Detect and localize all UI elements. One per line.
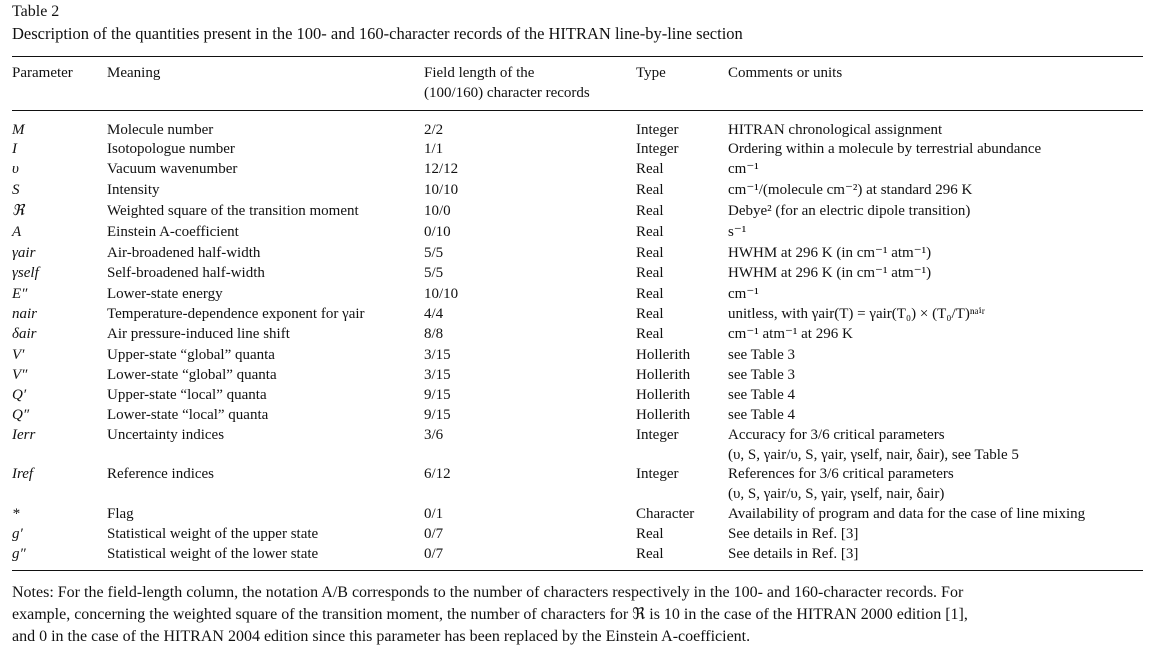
row-13-meaning: Lower-state “global” quanta — [107, 367, 277, 383]
row-17-comment-cont: (υ, S, γair/υ, S, γair, γself, nair, δair) — [728, 486, 945, 502]
row-1-type: Integer — [636, 122, 679, 138]
notes-line-2: example, concerning the weighted square of the transition moment, the number of characters for ℜ is 10 in the case of the HITRAN 2000 edition [1], — [12, 606, 968, 623]
row-1-meaning: Molecule number — [107, 122, 214, 138]
row-6-meaning: Einstein A-coefficient — [107, 224, 239, 240]
row-15-meaning: Lower-state “local” quanta — [107, 407, 269, 423]
row-20-param: g″ — [12, 546, 26, 562]
top-rule — [12, 56, 1143, 57]
row-14-param: Q′ — [12, 387, 27, 403]
row-20-field: 0/7 — [424, 546, 444, 562]
row-7-param: γair — [12, 245, 36, 261]
row-2-comment: Ordering within a molecule by terrestrial abundance — [728, 141, 1042, 157]
row-5-meaning: Weighted square of the transition moment — [107, 203, 359, 219]
header-parameter: Parameter — [12, 65, 73, 81]
row-17-field: 6/12 — [424, 466, 451, 482]
row-7-field: 5/5 — [424, 245, 444, 261]
row-6-comment: s⁻¹ — [728, 224, 747, 240]
notes-line-1: Notes: For the field-length column, the notation A/B corresponds to the number of characters respectively in the 100- and 160-character records. For — [12, 584, 964, 601]
row-16-type: Integer — [636, 427, 679, 443]
row-16-param: Ierr — [12, 427, 36, 443]
row-5-comment: Debye² (for an electric dipole transition) — [728, 203, 971, 219]
row-18-meaning: Flag — [107, 506, 134, 522]
row-18-comment: Availability of program and data for the case of line mixing — [728, 506, 1086, 522]
row-16-field: 3/6 — [424, 427, 444, 443]
row-3-param: υ — [12, 161, 19, 177]
row-12-field: 3/15 — [424, 347, 451, 363]
row-5-type: Real — [636, 203, 664, 219]
row-4-comment: cm⁻¹/(molecule cm⁻²) at standard 296 K — [728, 182, 973, 198]
row-7-type: Real — [636, 245, 664, 261]
row-7-comment: HWHM at 296 K (in cm⁻¹ atm⁻¹) — [728, 245, 932, 261]
row-12-param: V′ — [12, 347, 25, 363]
row-3-meaning: Vacuum wavenumber — [107, 161, 238, 177]
row-11-field: 8/8 — [424, 326, 444, 342]
row-5-param: ℜ — [12, 203, 25, 219]
table-number: Table 2 — [12, 3, 60, 20]
row-1-comment: HITRAN chronological assignment — [728, 122, 943, 138]
row-17-type: Integer — [636, 466, 679, 482]
row-16-comment-cont: (υ, S, γair/υ, S, γair, γself, nair, δair), see Table 5 — [728, 447, 1019, 463]
bottom-rule — [12, 570, 1143, 571]
row-17-param: Iref — [12, 466, 34, 482]
row-8-type: Real — [636, 265, 664, 281]
row-15-comment: see Table 4 — [728, 407, 795, 423]
row-9-field: 10/10 — [424, 286, 459, 302]
header-rule — [12, 110, 1143, 111]
row-2-param: I — [12, 141, 17, 157]
row-14-comment: see Table 4 — [728, 387, 795, 403]
row-9-param: E″ — [12, 286, 28, 302]
table-caption: Description of the quantities present in the 100- and 160-character records of the HITRAN line-by-line section — [12, 24, 743, 43]
row-2-meaning: Isotopologue number — [107, 141, 235, 157]
row-12-type: Hollerith — [636, 347, 691, 363]
header-comments: Comments or units — [728, 65, 843, 81]
row-19-meaning: Statistical weight of the upper state — [107, 526, 319, 542]
row-14-field: 9/15 — [424, 387, 451, 403]
row-8-comment: HWHM at 296 K (in cm⁻¹ atm⁻¹) — [728, 265, 932, 281]
row-13-param: V″ — [12, 367, 28, 383]
row-18-param: * — [12, 506, 20, 522]
row-5-field: 10/0 — [424, 203, 451, 219]
row-1-param: M — [12, 122, 25, 138]
header-meaning: Meaning — [107, 65, 161, 81]
row-11-param: δair — [12, 326, 37, 342]
notes-line-3: and 0 in the case of the HITRAN 2004 edition since this parameter has been replaced by the Einstein A-coefficient. — [12, 628, 751, 645]
row-15-field: 9/15 — [424, 407, 451, 423]
row-20-meaning: Statistical weight of the lower state — [107, 546, 319, 562]
row-12-meaning: Upper-state “global” quanta — [107, 347, 275, 363]
row-10-param: nair — [12, 306, 38, 322]
row-7-meaning: Air-broadened half-width — [107, 245, 261, 261]
header-field-length-2: (100/160) character records — [424, 85, 590, 101]
row-3-field: 12/12 — [424, 161, 459, 177]
header-type: Type — [636, 65, 666, 81]
row-18-field: 0/1 — [424, 506, 444, 522]
row-9-comment: cm⁻¹ — [728, 286, 759, 302]
row-8-meaning: Self-broadened half-width — [107, 265, 265, 281]
row-14-meaning: Upper-state “local” quanta — [107, 387, 267, 403]
row-18-type: Character — [636, 506, 695, 522]
row-10-type: Real — [636, 306, 664, 322]
row-11-comment: cm⁻¹ atm⁻¹ at 296 K — [728, 326, 853, 342]
row-3-type: Real — [636, 161, 664, 177]
row-6-param: A — [12, 224, 22, 240]
row-14-type: Hollerith — [636, 387, 691, 403]
row-16-meaning: Uncertainty indices — [107, 427, 225, 443]
row-10-field: 4/4 — [424, 306, 444, 322]
row-13-comment: see Table 3 — [728, 367, 795, 383]
row-9-meaning: Lower-state energy — [107, 286, 223, 302]
row-13-field: 3/15 — [424, 367, 451, 383]
row-12-comment: see Table 3 — [728, 347, 795, 363]
row-13-type: Hollerith — [636, 367, 691, 383]
row-10-comment: unitless, with γair(T) = γair(T₀) × (T₀/T)ⁿᵃⁱʳ — [728, 306, 985, 322]
row-11-meaning: Air pressure-induced line shift — [107, 326, 290, 342]
row-4-meaning: Intensity — [107, 182, 160, 198]
row-19-comment: See details in Ref. [3] — [728, 526, 859, 542]
row-8-param: γself — [12, 265, 39, 281]
row-16-comment: Accuracy for 3/6 critical parameters — [728, 427, 945, 443]
row-11-type: Real — [636, 326, 664, 342]
row-19-param: g′ — [12, 526, 23, 542]
row-19-type: Real — [636, 526, 664, 542]
row-17-comment: References for 3/6 critical parameters — [728, 466, 954, 482]
table-notes — [12, 582, 1152, 648]
row-3-comment: cm⁻¹ — [728, 161, 759, 177]
row-2-type: Integer — [636, 141, 679, 157]
row-20-type: Real — [636, 546, 664, 562]
row-19-field: 0/7 — [424, 526, 444, 542]
row-9-type: Real — [636, 286, 664, 302]
row-15-type: Hollerith — [636, 407, 691, 423]
header-field-length-1: Field length of the — [424, 65, 535, 81]
row-20-comment: See details in Ref. [3] — [728, 546, 859, 562]
row-4-type: Real — [636, 182, 664, 198]
row-2-field: 1/1 — [424, 141, 444, 157]
row-6-field: 0/10 — [424, 224, 451, 240]
row-4-param: S — [12, 182, 20, 198]
row-1-field: 2/2 — [424, 122, 444, 138]
row-6-type: Real — [636, 224, 664, 240]
row-17-meaning: Reference indices — [107, 466, 215, 482]
row-8-field: 5/5 — [424, 265, 444, 281]
row-15-param: Q″ — [12, 407, 30, 423]
row-4-field: 10/10 — [424, 182, 459, 198]
row-10-meaning: Temperature-dependence exponent for γair — [107, 306, 365, 322]
